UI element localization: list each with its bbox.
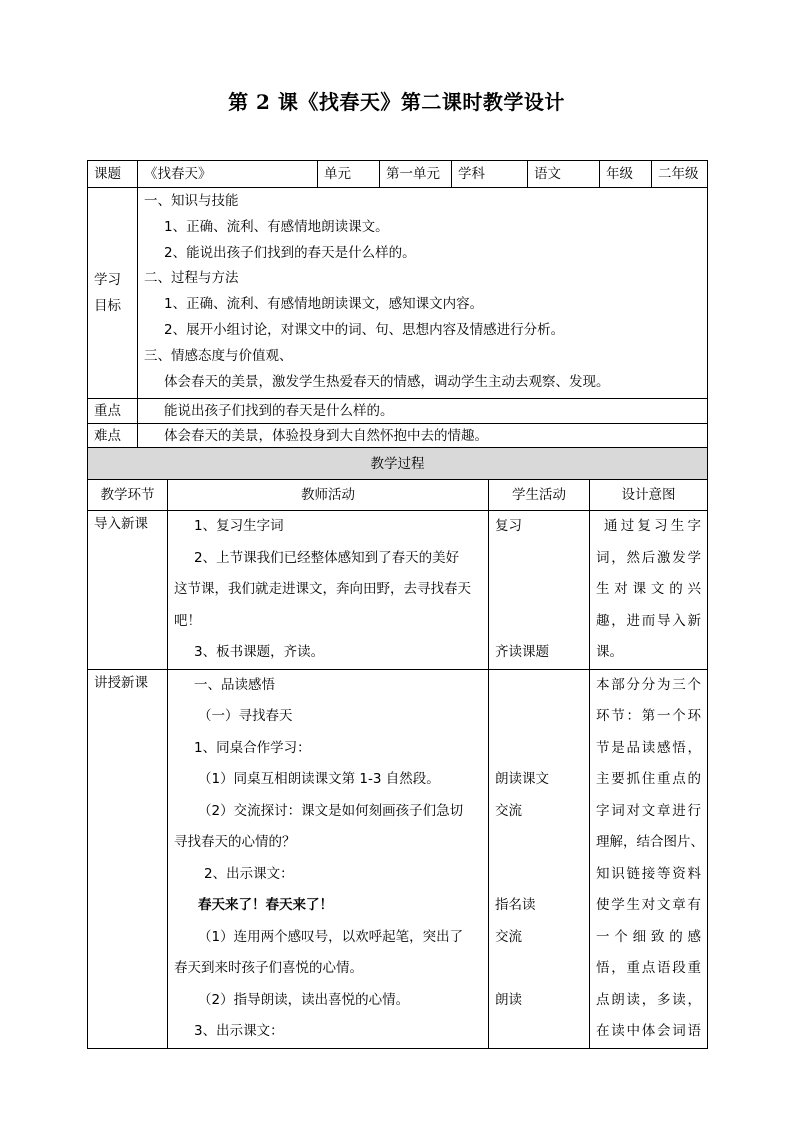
- intro-stage: 导入新课: [88, 511, 168, 670]
- intent-line: 理解，结合图片、: [596, 834, 704, 850]
- teacher-line: （2）指导朗读，读出喜悦的心情。: [198, 991, 410, 1008]
- student-line: [489, 733, 589, 765]
- subject-label: 学科: [452, 161, 528, 188]
- header-intent: 设计意图: [590, 480, 708, 511]
- intent-line: 主要抓住重点的: [596, 771, 701, 787]
- goal-line: 二、过程与方法: [144, 270, 239, 287]
- grade-value: 二年级: [652, 161, 708, 188]
- goal-line: 1、正确、流利、有感情地朗读课文，感知课文内容。: [164, 296, 484, 313]
- teacher-line: 1、同桌合作学习：: [194, 739, 311, 756]
- student-line: [489, 953, 589, 985]
- student-line: 指名读: [495, 897, 536, 913]
- intent-line: 通过复习生字: [604, 518, 701, 534]
- key-point-label: 重点: [88, 399, 138, 424]
- student-line: [489, 574, 589, 606]
- teacher-line: （1）同桌互相朗读课文第 1-3 自然段。: [198, 771, 440, 787]
- teacher-line: 春天来了！春天来了！: [198, 897, 333, 913]
- difficulty-label: 难点: [88, 424, 138, 449]
- unit-label: 单元: [318, 161, 380, 188]
- student-line: 复习: [495, 518, 522, 534]
- header-teacher: 教师活动: [168, 480, 489, 511]
- intent-line: 环节：第一个环: [596, 708, 701, 724]
- student-line: 朗读课文: [495, 771, 549, 787]
- intro-row: [88, 511, 708, 670]
- teacher-line: 一、品读感悟: [194, 676, 275, 693]
- subject-value: 语文: [528, 161, 600, 188]
- intent-line: 知识链接等资料: [596, 865, 701, 882]
- teacher-line: 2、出示课文：: [204, 865, 294, 882]
- lesson-stage: 讲授新课: [88, 669, 168, 1048]
- student-line: 交流: [495, 802, 522, 819]
- intro-teacher: [168, 511, 489, 670]
- teacher-line: 1、复习生字词: [194, 518, 284, 534]
- goal-line: 2、能说出孩子们找到的春天是什么样的。: [164, 244, 416, 261]
- difficulty-text: 体会春天的美景，体验投身到大自然怀抱中去的情趣。: [138, 424, 708, 449]
- intent-line: 本部分分为三个: [596, 676, 701, 693]
- goal-line: 2、展开小组讨论，对课文中的词、句、思想内容及情感进行分析。: [164, 321, 565, 338]
- student-line: 朗读: [495, 991, 522, 1008]
- goal-line: 一、知识与技能: [144, 193, 239, 209]
- intro-intent: [590, 511, 708, 670]
- intent-line: 生对课文的兴: [596, 581, 701, 597]
- goals-label-line2: 目标: [94, 298, 121, 314]
- lesson-intent: [590, 669, 708, 1048]
- key-point-row: [88, 399, 708, 424]
- key-point-text: 能说出孩子们找到的春天是什么样的。: [138, 399, 708, 424]
- student-line: [489, 606, 589, 638]
- goals-label: [88, 188, 138, 399]
- teacher-line: 寻找春天的心情的？: [174, 834, 296, 850]
- teaching-process-table: [87, 447, 708, 1049]
- lesson-student: [489, 669, 590, 1048]
- lesson-teacher: [168, 669, 489, 1048]
- student-line: [489, 701, 589, 733]
- teacher-line: （1）连用两个感叹号，以欢呼起笔，突出了: [198, 928, 464, 945]
- intent-line: 使学生对文章有: [596, 897, 701, 913]
- teacher-line: （一）寻找春天: [198, 708, 293, 724]
- student-line: [489, 859, 589, 891]
- intro-student: [489, 511, 590, 670]
- teacher-line: 3、板书课题，齐读。: [194, 644, 325, 660]
- intent-line: 一个细致的感: [596, 928, 701, 945]
- lesson-info-table: [87, 160, 708, 449]
- info-row: [88, 161, 708, 188]
- unit-value: 第一单元: [380, 161, 452, 188]
- student-line: 齐读课题: [495, 644, 549, 660]
- teacher-line: 这节课，我们就走进课文，奔向田野，去寻找春天: [174, 581, 471, 597]
- teacher-line: 2、上节课我们已经整体感知到了春天的美好: [194, 549, 460, 566]
- intent-line: 点朗读，多读，: [596, 991, 701, 1008]
- topic-value: 《找春天》: [138, 161, 318, 188]
- grade-label: 年级: [600, 161, 652, 188]
- process-section-title: 教学过程: [88, 448, 708, 480]
- intent-line: 趣，进而导入新: [596, 612, 701, 629]
- student-line: [489, 543, 589, 575]
- student-line: [489, 670, 589, 702]
- teacher-line: 春天到来时孩子们喜悦的心情。: [174, 960, 363, 976]
- lesson-row: [88, 669, 708, 1048]
- goal-line: 1、正确、流利、有感情地朗读课文。: [164, 218, 389, 235]
- page-title: 第 2 课《找春天》第二课时教学设计: [228, 90, 565, 114]
- student-line: 交流: [495, 928, 522, 945]
- goals-row: [88, 188, 708, 399]
- difficulty-row: [88, 424, 708, 449]
- intent-line: 在读中体会词语: [596, 1023, 701, 1039]
- process-header-row: [88, 480, 708, 511]
- teacher-line: （2）交流探讨：课文是如何刻画孩子们急切: [198, 802, 464, 819]
- intent-line: 课。: [596, 644, 623, 660]
- header-stage: 教学环节: [88, 480, 168, 511]
- intent-line: 词，然后激发学: [596, 549, 701, 566]
- goals-label-line1: 学习: [94, 272, 121, 288]
- topic-label: 课题: [88, 161, 138, 188]
- teacher-line: 3、出示课文：: [194, 1023, 284, 1039]
- goal-line: 三、情感态度与价值观、: [144, 347, 293, 364]
- student-line: [489, 1016, 589, 1048]
- goal-line: 体会春天的美景，激发学生热爱春天的情感，调动学生主动去观察、发现。: [164, 373, 610, 390]
- intent-line: 节是品读感悟，: [596, 739, 701, 756]
- student-line: [489, 827, 589, 859]
- intent-line: 字词对文章进行: [596, 802, 701, 819]
- teacher-line: 吧！: [174, 612, 201, 629]
- intent-line: 悟，重点语段重: [596, 960, 701, 976]
- header-student: 学生活动: [489, 480, 590, 511]
- goals-content: [138, 188, 708, 399]
